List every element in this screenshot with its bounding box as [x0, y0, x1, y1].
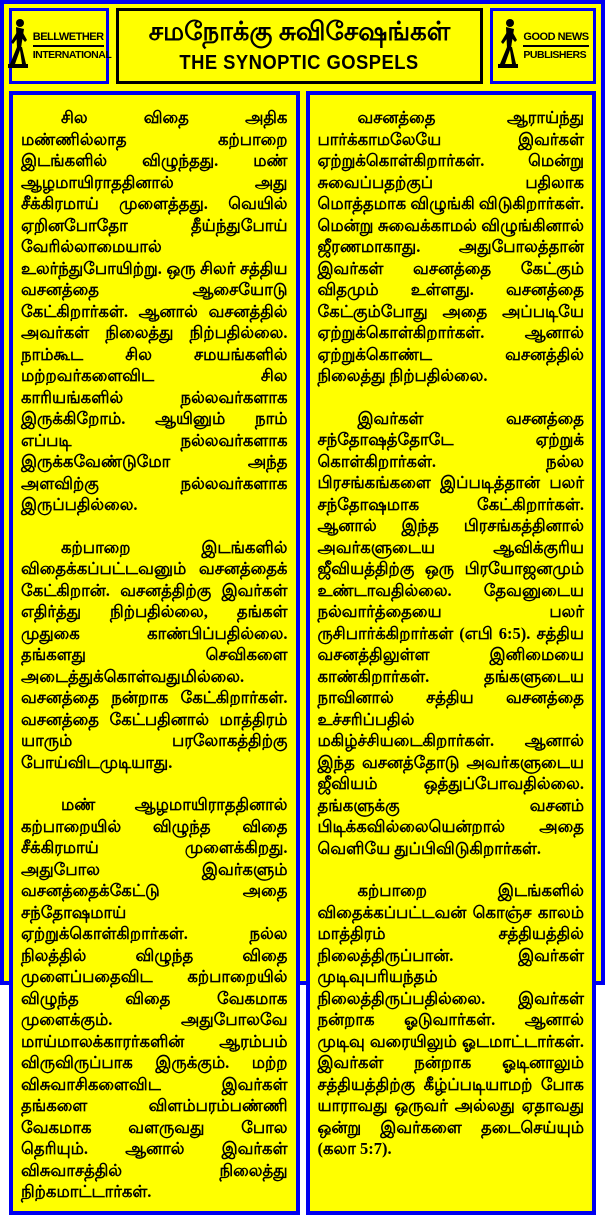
right-paragraph-2: இவர்கள் வசனத்தை சந்தோஷத்தோடே ஏற்றுக் கொள்கிறார்கள். நல்ல பிரசங்கங்களை இப்படித்தான் பலர் சந்தோஷமாக கேட்கிறார்கள். ஆனால் இந்த பிரசங்கத்தினால் அவர்களுடைய ஆவிக்குரிய ஜீவியத்திற்கு ஒரு பிரயோஜனமும் உண்டாவதில்லை. தேவனுடைய நல்வார்த்தையை பலர் ருசிபார்க்கிறார்கள் (எபி 6:5). சத்திய வசனத்திலுள்ள இனிமையை காண்கிறார்கள். தங்களுடைய நாவினால் சத்திய வசனத்தை உச்சரிப்பதில் மகிழ்ச்சியடைகிறார்கள். ஆனால் இந்த வசனத்தோடு அவர்களுடைய ஜீவியம் ஒத்துப்போவதில்லை. தங்களுக்கு வசனம் பிடிக்கவில்லையென்றால் அதை வெளியே துப்பிவிடுகிறார்கள். — [317, 408, 584, 858]
good-news-figure-icon — [497, 18, 519, 75]
right-paragraph-1: வசனத்தை ஆராய்ந்து பார்க்காமலேயே இவர்கள் ஏற்றுக்கொள்கிறார்கள். மென்று சுவைப்பதற்குப் பதிலாக மொத்தமாக விழுங்கி விடுகிறார்கள். மென்று சுவைக்காமல் விழுங்கினால் ஜீரணமாகாது. அதுபோலத்தான் இவர்கள் வசனத்தை கேட்கும் விதமும் உள்ளது. வசனத்தை கேட்கும்போது அதை அப்படியே ஏற்றுக்கொள்கிறார்கள். ஆனால் ஏற்றுக்கொண்ட வசனத்தில் நிலைத்து நிற்பதில்லை. — [317, 108, 584, 385]
bellwether-logo-text — [33, 31, 111, 61]
page-title-english: THE SYNOPTIC GOSPELS — [179, 52, 420, 74]
bellwether-logo-line2: INTERNATIONAL — [32, 49, 112, 61]
left-paragraph-3: மண் ஆழமாயிராததினால் கற்பாறையில் விழுந்த விதை சீக்கிரமாய் முளைக்கிறது. அதுபோல இவர்களும் வசனத்தைக்கேட்டு அதை சந்தோஷமாய் ஏற்றுக்கொள்கிறார்கள். நல்ல நிலத்தில் விழுந்த விதை முளைப்பதைவிட கற்பாறையில் விழுந்த விதை வேகமாக முளைக்கும். அதுபோலவே மாய்மாலக்காரர்களின் ஆரம்பம் விருவிருப்பாக இருக்கும். மற்ற விசுவாசிகளைவிட இவர்கள் தங்களை விளம்பரம்பண்ணி வேகமாக வளருவது போல தெரியும். ஆனால் இவர்கள் விசுவாசத்தில் நிலைத்து நிற்கமாட்டார்கள். — [21, 795, 288, 1201]
left-column — [9, 91, 300, 1215]
page-header — [9, 8, 596, 84]
bellwether-logo-line1: BELLWETHER — [33, 31, 104, 47]
bellwether-logo — [9, 8, 112, 84]
good-news-logo-line1: GOOD NEWS — [523, 31, 588, 47]
left-paragraph-1: சில விதை அதிக மண்ணில்லாத கற்பாறை இடங்களில் விழுந்தது. மண் ஆழமாயிராததினால் அது சீக்கிரமாய் முளைத்தது. வெயில் ஏறினபோதோ தீய்ந்துபோய் வேரில்லாமையால் உலர்ந்துபோயிற்று. ஒரு சிலர் சத்திய வசனத்தை ஆசையோடு கேட்கிறார்கள். ஆனால் வசனத்தில் அவர்கள் நிலைத்து நிற்பதில்லை. நாம்கூட சில சமயங்களில் மற்றவர்களைவிட சில காரியங்களில் நல்லவர்களாக இருக்கிறோம். ஆயினும் நாம் எப்படி நல்லவர்களாக இருக்கவேண்டுமோ அந்த அளவிற்கு நல்லவர்களாக இருப்பதில்லை. — [21, 108, 288, 514]
bellwether-figure-icon — [7, 18, 29, 75]
good-news-logo-text — [523, 31, 588, 61]
right-column — [306, 91, 597, 1215]
title-box — [116, 8, 483, 84]
good-news-logo-line2: PUBLISHERS — [523, 49, 587, 61]
two-column-body — [9, 91, 596, 1215]
right-paragraph-3: கற்பாறை இடங்களில் விதைக்கப்பட்டவன் கொஞ்ச காலம் மாத்திரம் சத்தியத்தில் நிலைத்திருப்பான். இவர்கள் முடிவுபரியந்தம் நிலைத்திருப்பதில்லை. இவர்கள் நன்றாக ஓடுவார்கள். ஆனால் முடிவு வரையிலும் ஓடமாட்டார்கள். இவர்கள் நன்றாக ஓடினாலும் சத்தியத்திற்கு கீழ்ப்படியாமற் போக யாராவது ஒருவர் அல்லது ஏதாவது ஒன்று இவர்களை தடைசெய்யும் (கலா 5:7). — [317, 881, 584, 1158]
page-title-tamil: சமநோக்கு சுவிசேஷங்கள் — [148, 17, 451, 46]
left-paragraph-2: கற்பாறை இடங்களில் விதைக்கப்பட்டவனும் வசனத்தைக் கேட்கிறான். வசனத்திற்கு இவர்கள் எதிர்த்து நிற்பதில்லை, தங்கள் முதுகை காண்பிப்பதில்லை. தங்களது செவிகளை அடைத்துக்கொள்வதுமில்லை. வசனத்தை நன்றாக கேட்கிறார்கள். வசனத்தை கேட்பதினால் மாத்திரம் யாரும் பரலோகத்திற்கு போய்விடமுடியாது. — [21, 537, 288, 772]
good-news-logo — [490, 8, 596, 84]
